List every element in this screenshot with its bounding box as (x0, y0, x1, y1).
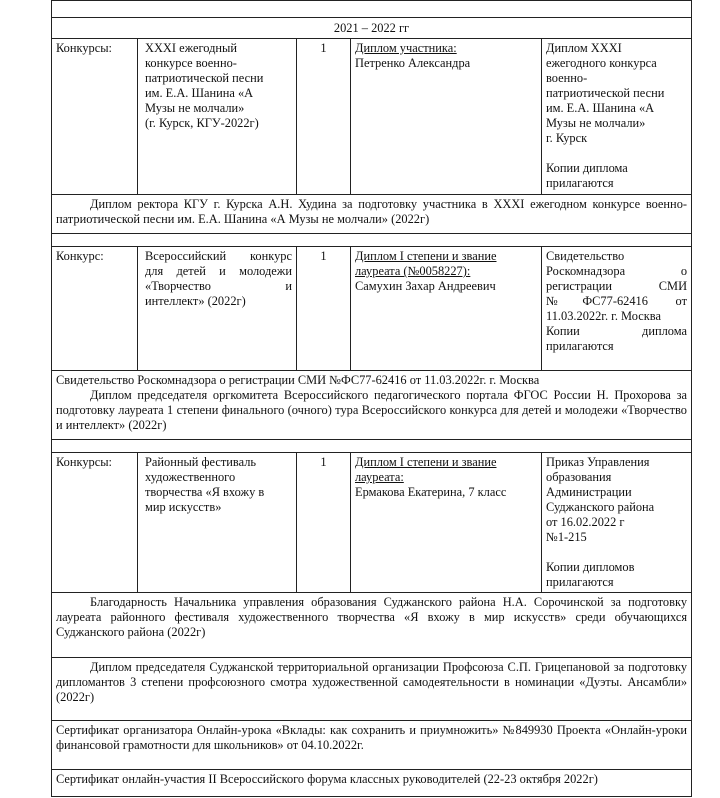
note-row: Благодарность Начальника управления образования Суджанского района Н.А. Сорочинской за подготовку лауреата районного фестиваля художественного творчества «Я вхожу в мир искусств» среди обучающихся Суджанского района (2022г) (52, 593, 692, 658)
spacer-row (52, 234, 692, 247)
note-row: Сертификат онлайн-участия II Всероссийского форума классных руководителей (22-23 октября 2022г) (52, 770, 692, 797)
note-row: Диплом председателя Суджанской территориальной организации Профсоюза С.П. Грицепановой за подготовку дипломантов 3 степени профсоюзного смотра художественной самодеятельности в номинации «Дуэты. Ансамбли» (2022г) (52, 658, 692, 721)
participant-count: 1 (297, 247, 351, 371)
result-cell (351, 247, 542, 371)
category-label: Конкурсы: (52, 453, 138, 593)
result-title: лауреата: (355, 470, 404, 484)
contest-name: Всероссийский конкурс для детей и молодежи «Творчество и интеллект» (2022г) (138, 247, 297, 371)
note-row: Свидетельство Роскомнадзора о регистрации СМИ №ФС77-62416 от 11.03.2022г. г. Москва Диплом председателя оргкомитета Всероссийского педагогического портала ФГОС России Н. Прохорова за подготовку лауреата 1 степени финального (очного) тура Всероссийского конкурса для детей и молодежи «Творчество и интеллект» (2022г) (52, 371, 692, 440)
result-title: Диплом I степени и звание (355, 455, 497, 469)
note-row: Сертификат организатора Онлайн-урока «Вклады: как сохранить и приумножить» №849930 Проекта «Онлайн-уроки финансовой грамотности для школьников» от 04.10.2022г. (52, 721, 692, 770)
result-cell (351, 453, 542, 593)
table-row (52, 247, 692, 371)
document-cell: Свидетельство Роскомнадзора о регистрации СМИ №ФС77-62416 от 11.03.2022г. г. Москва Копии диплома прилагаются (542, 247, 692, 371)
document-cell: Диплом XXXI ежегодного конкурса военно- патриотической песни им. Е.А. Шанина «А Музы не молчали» г. Курск Копии диплома прилагаются (542, 39, 692, 195)
result-title: лауреата (№0058227): (355, 264, 471, 278)
achievements-table (51, 0, 692, 797)
top-spacer-row (52, 1, 692, 18)
document-cell: Приказ Управления образования Администрации Суджанского района от 16.02.2022 г №1-215 Копии дипломов прилагаются (542, 453, 692, 593)
spacer-row (52, 440, 692, 453)
category-label: Конкурсы: (52, 39, 138, 195)
result-name: Самухин Захар Андреевич (355, 279, 496, 293)
table-row (52, 453, 692, 593)
participant-count: 1 (297, 453, 351, 593)
year-header: 2021 – 2022 гг (52, 18, 692, 39)
participant-count: 1 (297, 39, 351, 195)
contest-name: Районный фестиваль художественного творчества «Я вхожу в мир искусств» (138, 453, 297, 593)
category-label: Конкурс: (52, 247, 138, 371)
note-row: Диплом ректора КГУ г. Курска А.Н. Худина за подготовку участника в XXXI ежегодном конкурсе военно-патриотической песни им. Е.А. Шанина «А Музы не молчали» (2022г) (52, 195, 692, 234)
contest-name: XXXI ежегодный конкурсе военно- патриотической песни им. Е.А. Шанина «А Музы не молчали» (г. Курск, КГУ-2022г) (138, 39, 297, 195)
table-row (52, 39, 692, 195)
result-name: Петренко Александра (355, 56, 471, 70)
result-title: Диплом I степени и звание (355, 249, 497, 263)
result-title: Диплом участника: (355, 41, 457, 55)
result-name: Ермакова Екатерина, 7 класс (355, 485, 507, 499)
result-cell (351, 39, 542, 195)
